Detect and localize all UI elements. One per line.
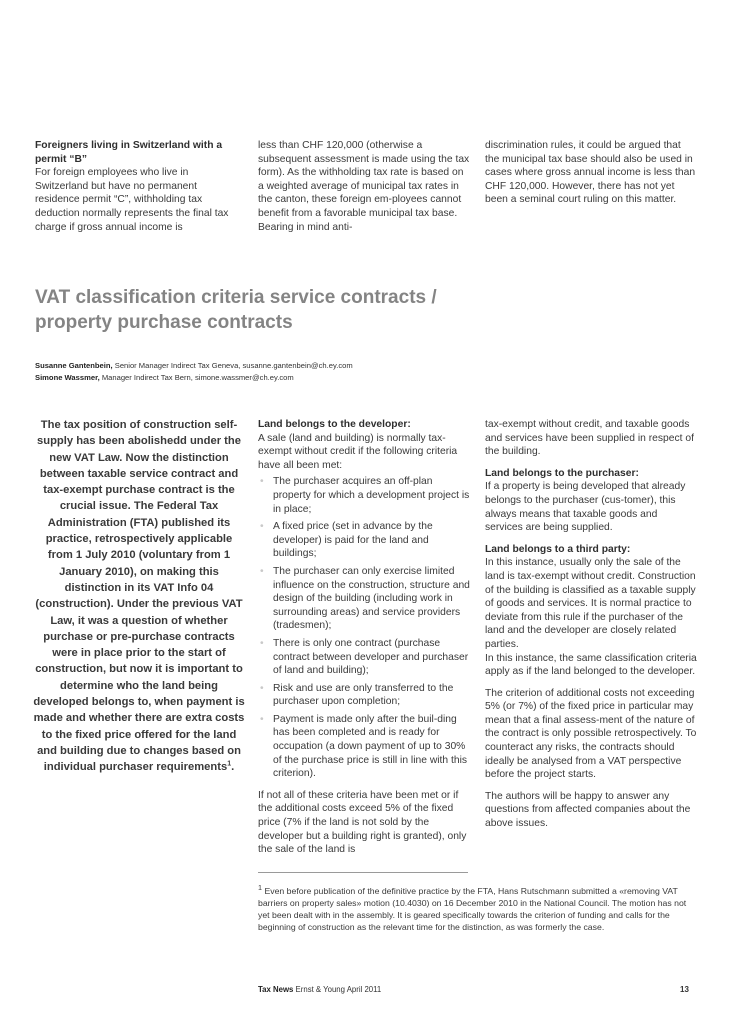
top-column-1: [35, 139, 240, 234]
top-column-3: [485, 139, 697, 207]
author-list: [35, 360, 695, 383]
bullet-icon: •: [260, 637, 264, 649]
closing-text: The authors will be happy to answer any questions from affected companies about the above issues.: [485, 790, 691, 830]
criteria-text: There is only one contract (purchase contract between developer and purchaser of land and building);: [273, 637, 469, 677]
footnote-reference: 1: [227, 760, 232, 768]
developer-lead: A sale (land and building) is normally tax-exempt without credit if the following criteria have all been met:: [258, 432, 458, 471]
top-column-3-text: discrimination rules, it could be argued that the municipal tax base should also be used in cases where gross annual income is less than CHF 120,000. However, there has not yet been a seminal court ruling on this matter.: [485, 140, 696, 206]
author-line: [35, 360, 695, 372]
footnote-text: Even before publication of the definitive practice by the FTA, Hans Rutschmann submitted a «removing VAT barriers on property sales» motion (10.4030) on 16 December 2010 in the National Council. The motion has not yet been dealt with in the assembly. It is geared specifically towards the criterion of funding and calls for the beginning of construction as the relevant time for the distinction, as was formerly the case.: [258, 885, 687, 932]
additional-costs-text: The criterion of additional costs not exceeding 5% (or 7%) of the fixed price in particular may mean that a final assess-ment of the nature of the contract is only possible retrospectively. To counteract any risks, the contracts should ideally be analysed from a VAT perspective before the project starts.: [485, 687, 697, 781]
criteria-text: Risk and use are only transferred to the purchaser upon completion;: [273, 682, 454, 708]
criteria-text: The purchaser acquires an off-plan property for which a development project is in place;: [273, 476, 470, 515]
author-line: [35, 372, 695, 384]
third-party-heading: Land belongs to a third party:: [485, 543, 631, 555]
right-column: [485, 418, 697, 831]
footnote-marker: 1: [258, 883, 263, 892]
third-party-text-2: In this instance, the same classification criteria apply as if the land belonged to the developer.: [485, 652, 697, 678]
list-item: [258, 475, 470, 516]
criteria-text: The purchaser can only exercise limited influence on the construction, structure and design of the building (including work in surrounding areas) and service providers (tradesmen);: [273, 565, 470, 632]
developer-closing: If not all of these criteria have been met or if the additional costs exceed 5% of the fixed price (7% if the land is not sold by the developer but a building right is granted), only the sale of the land is: [258, 789, 467, 856]
article-title-line-1: VAT classification criteria service contracts /: [35, 287, 437, 308]
article-title-line-2: property purchase contracts: [35, 312, 293, 333]
list-item: [258, 713, 470, 781]
list-item: [258, 520, 470, 561]
top-column-2: [258, 139, 470, 234]
author-detail: Manager Indirect Tax Bern, simone.wassmer@ch.ey.com: [99, 372, 294, 382]
page-footer: [258, 985, 381, 994]
bullet-icon: •: [260, 476, 264, 488]
developer-heading: Land belongs to the developer:: [258, 419, 411, 430]
article-intro-text: The tax position of construction self-supply has been abolishedd under the new VAT Law. Now the distinction between taxable service contract and tax-exempt purchase contract is the crucial issue. The Federal Tax Administration (FTA) published its practice, retrospectively applicable from 1 July 2010 (voluntary from 1 January 2010), on making this distinction in its VAT Info 04 (construction). Under the previous VAT Law, it was a question of whether purchase or pre-purchase contracts were in place prior to the start of construction, but now it is important to determine who the land being developed belongs to, when payment is made and whether there are extra costs to the fixed price offered for the land and building due to changes based on individual purchaser requirements: [33, 419, 245, 774]
top-column-2-text: less than CHF 120,000 (otherwise a subsequent assessment is made using the tax form). As the withholding tax rate is based on a weighted average of municipal tax rates in the canton, these foreign em-ployees cannot benefit from a favorable municipal tax base. Bearing in mind anti-: [258, 140, 470, 233]
foreigners-text: For foreign employees who live in Switzerland but have no permanent residence permit “C”, withholding tax deduction normally represents the final tax charge if gross annual income is: [35, 167, 229, 233]
list-item: [258, 565, 470, 633]
author-name: Simone Wassmer,: [35, 372, 100, 382]
criteria-text: A fixed price (set in advance by the developer) is paid for the land and buildings;: [273, 521, 433, 560]
list-item: [258, 637, 470, 678]
article-intro-end: .: [231, 761, 235, 774]
developer-column: [258, 418, 470, 857]
third-party-text: In this instance, usually only the sale of the land is tax-exempt without credit. Construction of the building is classified as a taxable supply of goods and services. It is normal practice to deviate from this rule if the purchaser of the land and the developer are closely related parties.: [485, 557, 696, 650]
bullet-icon: •: [260, 682, 264, 694]
bullet-icon: •: [260, 521, 264, 533]
list-item: [258, 682, 470, 709]
page-number: 13: [680, 985, 689, 994]
purchaser-text: If a property is being developed that already belongs to the purchaser (cus-tomer), this always means that taxable goods and services are being supplied.: [485, 481, 686, 534]
publication-issue: Ernst & Young April 2011: [293, 985, 382, 994]
criteria-text: Payment is made only after the buil-ding has been completed and is ready for occupation (a down payment of up to 30% of the purchase price is still in line with this criterion).: [273, 713, 468, 780]
footnote: [258, 882, 698, 934]
author-name: Susanne Gantenbein,: [35, 361, 113, 370]
article-intro: [33, 417, 245, 776]
bullet-icon: •: [260, 565, 264, 577]
bullet-icon: •: [260, 713, 264, 725]
publication-name: Tax News: [258, 985, 294, 994]
purchaser-heading: Land belongs to the purchaser:: [485, 467, 639, 479]
author-detail: Senior Manager Indirect Tax Geneva, susanne.gantenbein@ch.ey.com: [112, 361, 353, 370]
article-title: [35, 285, 715, 335]
developer-continuation: tax-exempt without credit, and taxable goods and services have been supplied in respect of the building.: [485, 419, 694, 458]
criteria-list: [258, 475, 470, 780]
footnote-divider: [258, 872, 468, 873]
foreigners-heading: Foreigners living in Switzerland with a permit “B”: [35, 140, 223, 165]
